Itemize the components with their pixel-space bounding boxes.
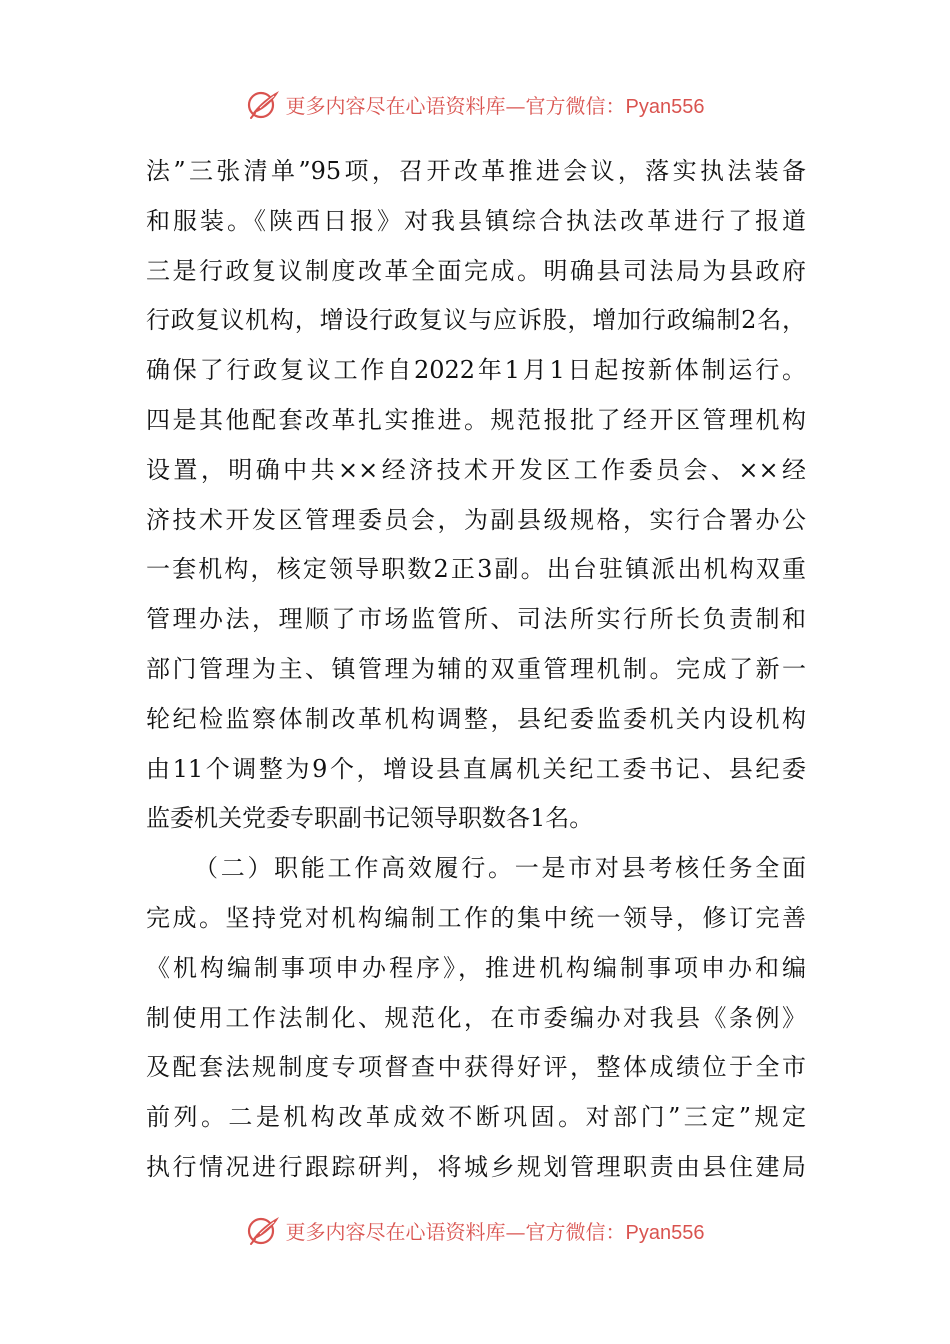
body-text-line: 和服装。《陕西日报》对我县镇综合执法改革进行了报道 <box>146 206 806 235</box>
body-text-line: 监委机关党委专职副书记领导职数各1名。 <box>146 804 594 833</box>
body-text-line: 《机构编制事项申办程序》，推进机构编制事项申办和编 <box>146 953 806 982</box>
body-text-line: 法”三张清单”95项，召开改革推进会议，落实执法装备 <box>146 157 806 185</box>
watermark-wechat-id: Pyan556 <box>625 1221 705 1244</box>
body-text-line: 执行情况进行跟踪研判，将城乡规划管理职责由县住建局 <box>146 1152 806 1181</box>
body-text-line: （二）职能工作高效履行。一是市对县考核任务全面 <box>194 854 806 883</box>
body-text-line: 管理办法，理顺了市场监管所、司法所实行所长负责制和 <box>146 605 806 634</box>
body-text-line: 及配套法规制度专项督查中获得好评，整体成绩位于全市 <box>146 1053 806 1082</box>
watermark-slogan: 更多内容尽在心语资料库—官方微信： <box>285 1219 626 1244</box>
body-text-line: 完成。坚持党对机构编制工作的集中统一领导，修订完善 <box>146 903 806 932</box>
quill-logo-icon <box>246 88 282 120</box>
watermark-wechat-id: Pyan556 <box>625 95 705 118</box>
body-text-line: 四是其他配套改革扎实推进。规范报批了经开区管理机构 <box>146 405 806 434</box>
body-text-line: 行政复议机构，增设行政复议与应诉股，增加行政编制2名， <box>146 306 806 335</box>
body-text-line: 由11个调整为9个，增设县直属机关纪工委书记、县纪委 <box>146 754 806 783</box>
body-text-line: 济技术开发区管理委员会，为副县级规格，实行合署办公 <box>146 505 806 534</box>
body-text-line: 设置，明确中共××经济技术开发区工作委员会、××经 <box>146 455 806 484</box>
watermark-text <box>286 1216 705 1245</box>
body-text-line: 一套机构，核定领导职数2正3副。出台驻镇派出机构双重 <box>146 555 806 584</box>
header-watermark <box>0 84 950 124</box>
footer-watermark <box>0 1210 950 1250</box>
body-text-line: 制使用工作法制化、规范化，在市委编办对我县《条例》 <box>146 1003 806 1032</box>
body-text-line: 前列。二是机构改革成效不断巩固。对部门”三定”规定 <box>146 1103 806 1132</box>
body-text-line: 轮纪检监察体制改革机构调整，县纪委监委机关内设机构 <box>146 704 806 733</box>
document-body <box>146 147 806 1193</box>
watermark-slogan: 更多内容尽在心语资料库—官方微信： <box>285 93 626 118</box>
body-text-line: 部门管理为主、镇管理为辅的双重管理机制。完成了新一 <box>146 654 806 683</box>
body-text-line: 三是行政复议制度改革全面完成。明确县司法局为县政府 <box>146 256 806 285</box>
quill-logo-icon <box>246 1214 282 1246</box>
watermark-text <box>286 90 705 119</box>
body-text-line: 确保了行政复议工作自2022年1月1日起按新体制运行。 <box>146 356 806 385</box>
